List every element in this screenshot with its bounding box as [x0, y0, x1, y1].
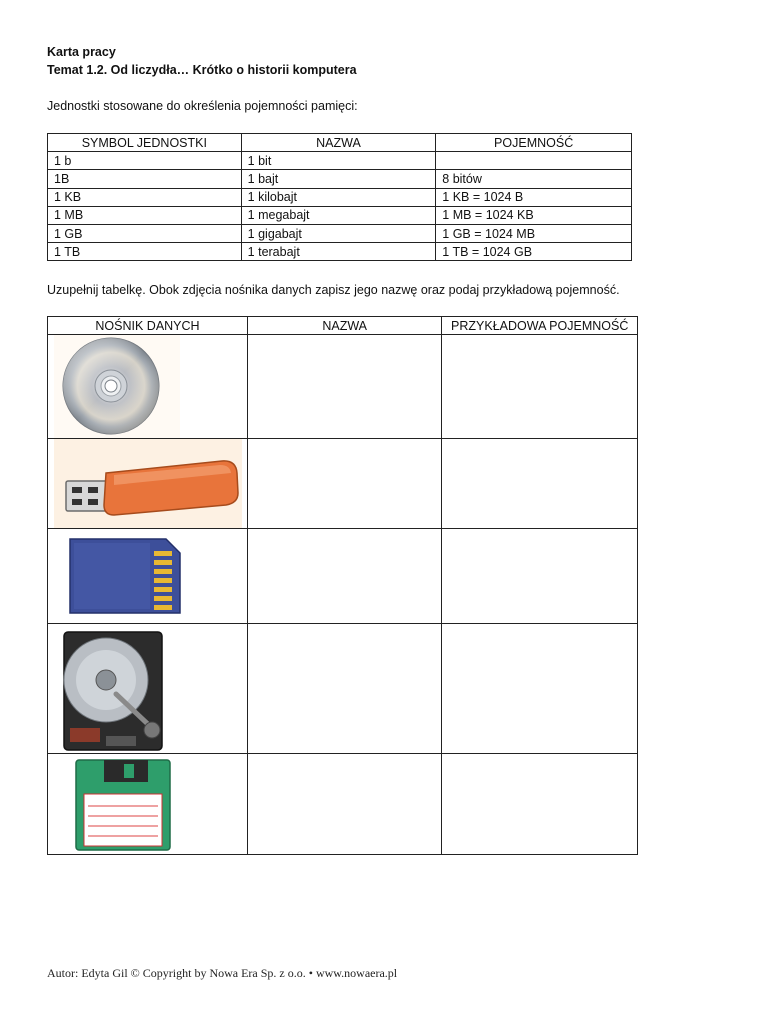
- table-row: [48, 206, 632, 224]
- table-row: [48, 224, 632, 242]
- medium-capacity-cell[interactable]: [442, 529, 638, 624]
- cd-disc-icon: [54, 335, 180, 438]
- hard-disk-drive-icon: [54, 624, 172, 752]
- usb-flash-drive-icon: [54, 439, 242, 528]
- cell-symbol: 1 MB: [48, 206, 242, 224]
- cell-name: 1 kilobajt: [241, 188, 436, 206]
- media-table: [47, 316, 638, 855]
- medium-photo-cell: [48, 754, 248, 855]
- cell-name: 1 megabajt: [241, 206, 436, 224]
- fill-instruction: Uzupełnij tabelkę. Obok zdjęcia nośnika danych zapisz jego nazwę oraz podaj przykładową pojemność.: [47, 283, 620, 297]
- cell-capacity: 1 MB = 1024 KB: [436, 206, 632, 224]
- cell-capacity: 8 bitów: [436, 170, 632, 188]
- header-symbol: SYMBOL JEDNOSTKI: [48, 134, 242, 152]
- medium-capacity-cell[interactable]: [442, 624, 638, 754]
- medium-capacity-cell[interactable]: [442, 439, 638, 529]
- units-intro: Jednostki stosowane do określenia pojemności pamięci:: [47, 99, 358, 113]
- table-row: [48, 439, 638, 529]
- cell-name: 1 gigabajt: [241, 224, 436, 242]
- units-table: [47, 133, 632, 261]
- table-row: [48, 170, 632, 188]
- cell-symbol: 1 KB: [48, 188, 242, 206]
- cell-symbol: 1 TB: [48, 243, 242, 261]
- cell-capacity: 1 TB = 1024 GB: [436, 243, 632, 261]
- footer-copyright: Autor: Edyta Gil © Copyright by Nowa Era Sp. z o.o. • www.nowaera.pl: [47, 966, 398, 980]
- header-example-capacity: PRZYKŁADOWA POJEMNOŚĆ: [442, 317, 638, 335]
- table-row: [48, 754, 638, 855]
- table-row: [48, 152, 632, 170]
- cell-symbol: 1 b: [48, 152, 242, 170]
- table-row: [48, 624, 638, 754]
- medium-name-cell[interactable]: [247, 335, 441, 439]
- worksheet-label: Karta pracy: [47, 45, 116, 59]
- media-header-row: [48, 317, 638, 335]
- cell-capacity: 1 KB = 1024 B: [436, 188, 632, 206]
- topic-title: Temat 1.2. Od liczydła… Krótko o historii komputera: [47, 63, 357, 77]
- cell-capacity: 1 GB = 1024 MB: [436, 224, 632, 242]
- cell-symbol: 1B: [48, 170, 242, 188]
- medium-name-cell[interactable]: [247, 439, 441, 529]
- table-row: [48, 335, 638, 439]
- medium-photo-cell: [48, 624, 248, 754]
- table-row: [48, 188, 632, 206]
- medium-name-cell[interactable]: [247, 529, 441, 624]
- header-name: NAZWA: [241, 134, 436, 152]
- medium-photo-cell: [48, 529, 248, 624]
- floppy-disk-icon: [54, 754, 204, 854]
- medium-capacity-cell[interactable]: [442, 335, 638, 439]
- sd-card-icon: [54, 529, 189, 623]
- cell-capacity: [436, 152, 632, 170]
- header-medium: NOŚNIK DANYCH: [48, 317, 248, 335]
- header-capacity: POJEMNOŚĆ: [436, 134, 632, 152]
- cell-name: 1 bit: [241, 152, 436, 170]
- cell-name: 1 bajt: [241, 170, 436, 188]
- cell-name: 1 terabajt: [241, 243, 436, 261]
- medium-name-cell[interactable]: [247, 624, 441, 754]
- medium-name-cell[interactable]: [247, 754, 441, 855]
- cell-symbol: 1 GB: [48, 224, 242, 242]
- medium-photo-cell: [48, 335, 248, 439]
- medium-capacity-cell[interactable]: [442, 754, 638, 855]
- medium-photo-cell: [48, 439, 248, 529]
- table-row: [48, 243, 632, 261]
- table-row: [48, 529, 638, 624]
- header-medium-name: NAZWA: [247, 317, 441, 335]
- units-header-row: [48, 134, 632, 152]
